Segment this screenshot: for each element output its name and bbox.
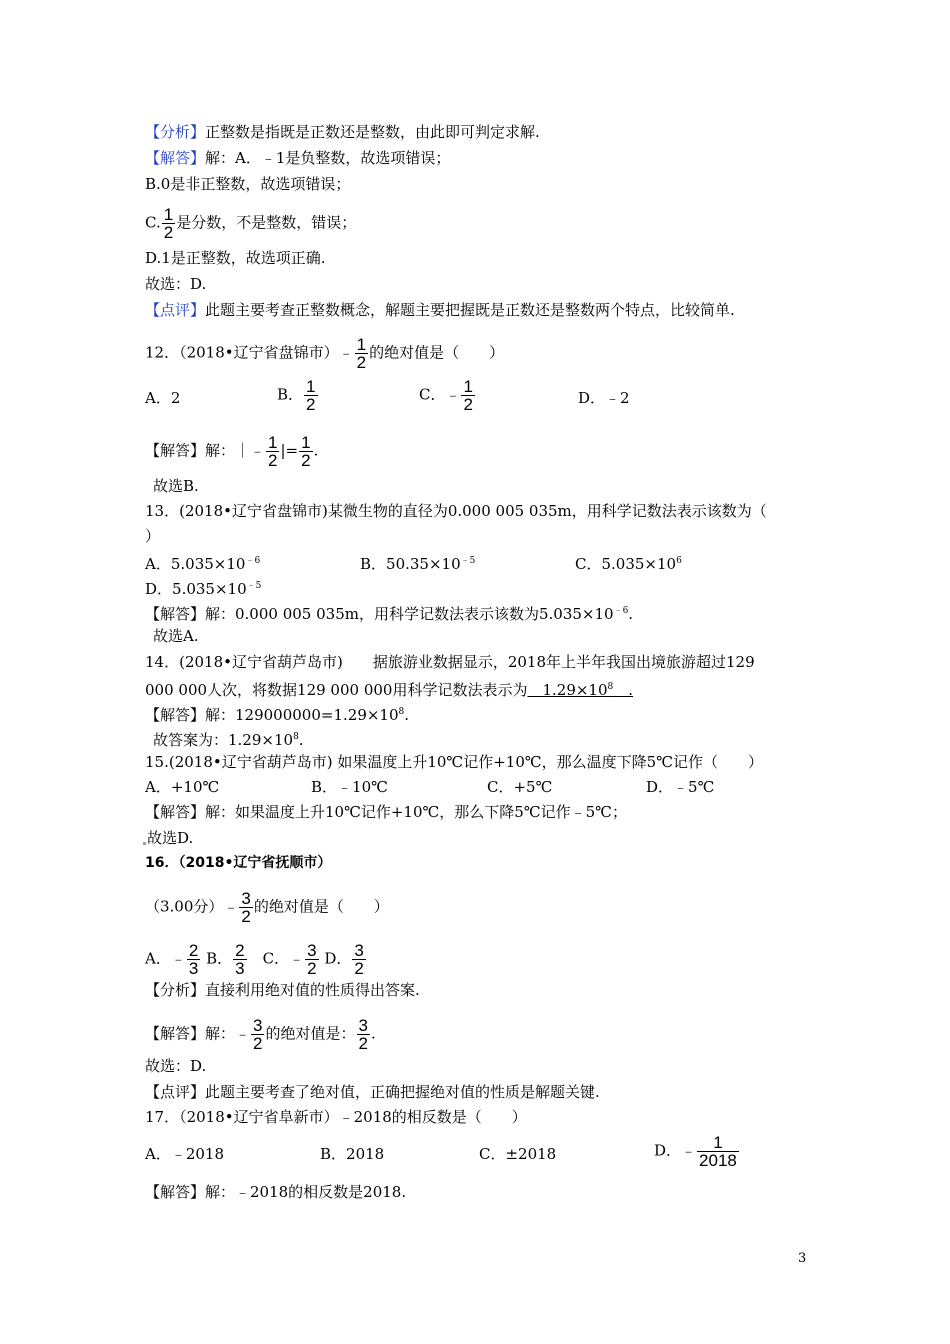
exponent: 8 bbox=[607, 682, 614, 692]
option-label: C．﹣ bbox=[262, 949, 305, 968]
fraction bbox=[187, 942, 200, 977]
analysis-line bbox=[145, 122, 540, 142]
fraction-numerator: 3 bbox=[253, 1016, 263, 1035]
question-16 bbox=[145, 890, 389, 925]
answer-text: . bbox=[404, 706, 410, 724]
answer-c-text: 是分数，不是整数，错误； bbox=[176, 213, 357, 232]
answer-text: 【解答】解：0.000 005 035m，用科学记数法表示该数为5.035×10 bbox=[145, 605, 614, 623]
fraction-numerator: 3 bbox=[307, 941, 317, 960]
answer-13 bbox=[145, 601, 633, 624]
fraction-numerator: 2 bbox=[235, 941, 245, 960]
question-12 bbox=[145, 336, 504, 371]
question-17: 17．（2018•辽宁省阜新市）﹣2018的相反数是（ ） bbox=[145, 1108, 527, 1126]
q13-option-b bbox=[360, 551, 475, 574]
answer-text: . bbox=[370, 1024, 376, 1043]
q15-option-d: D．﹣5℃ bbox=[646, 778, 715, 796]
question-16-heading: 16．（2018•辽宁省抚顺市） bbox=[145, 855, 332, 871]
answer-text: . bbox=[313, 441, 319, 460]
answer-14 bbox=[145, 702, 409, 725]
review-tag: 【点评】 bbox=[145, 301, 206, 319]
review-text: 此题主要考查正整数概念，解题主要把握既是正数还是整数两个特点，比较简单. bbox=[205, 301, 735, 319]
fraction-numerator: 1 bbox=[301, 433, 311, 452]
option-label: D．﹣ bbox=[654, 1141, 697, 1160]
fraction bbox=[233, 942, 246, 977]
fraction bbox=[357, 1017, 370, 1052]
question-14-line1: 14．(2018•辽宁省葫芦岛市) 据旅游业数据显示，2018年上半年我国出境旅游超过129 bbox=[145, 653, 755, 671]
q15-option-b: B．﹣10℃ bbox=[311, 778, 388, 796]
fraction-numerator: 3 bbox=[241, 889, 251, 908]
marker-dot bbox=[143, 842, 146, 845]
answer-c-line bbox=[145, 206, 356, 241]
q16-options bbox=[145, 942, 367, 977]
q13-option-c bbox=[575, 551, 682, 574]
fraction-denominator: 2 bbox=[253, 1034, 263, 1053]
fraction-denominator: 2 bbox=[268, 451, 278, 470]
exponent: 6 bbox=[676, 556, 682, 566]
fraction bbox=[239, 890, 252, 925]
fraction bbox=[461, 378, 474, 413]
option-label: A．﹣ bbox=[145, 949, 186, 968]
fraction-numerator: 1 bbox=[356, 335, 367, 354]
choice-line: 故选：D. bbox=[145, 275, 207, 293]
fraction-denominator: 2 bbox=[301, 451, 311, 470]
question-text: 的绝对值是（ ） bbox=[253, 897, 389, 916]
option-label: B． bbox=[277, 385, 304, 404]
analysis-tag: 【分析】 bbox=[145, 123, 206, 141]
answer-text: . bbox=[298, 731, 304, 749]
q17-option-a: A．﹣2018 bbox=[145, 1145, 225, 1163]
fraction-numerator: 1 bbox=[163, 205, 174, 224]
answer-text: 的绝对值是： bbox=[265, 1024, 356, 1043]
q12-option-c bbox=[419, 378, 476, 413]
exponent: ﹣6 bbox=[245, 556, 261, 566]
answer-c-label: C. bbox=[145, 213, 161, 232]
option-text: A．5.035×10 bbox=[145, 555, 246, 573]
review-16: 【点评】此题主要考查了绝对值，正确把握绝对值的性质是解题关键. bbox=[145, 1083, 600, 1101]
fraction bbox=[162, 206, 175, 241]
question-13-line2: ） bbox=[145, 527, 161, 545]
fraction-denominator: 2 bbox=[163, 223, 174, 242]
blank-text: . bbox=[613, 681, 634, 699]
answer-blank bbox=[527, 681, 633, 699]
answer-14-result bbox=[153, 727, 304, 750]
fraction-numerator: 2 bbox=[188, 941, 199, 960]
q13-option-a bbox=[145, 551, 260, 574]
analysis-16: 【分析】直接利用绝对值的性质得出答案. bbox=[145, 981, 420, 999]
question-14-line2 bbox=[145, 677, 633, 700]
answer-line bbox=[145, 148, 450, 168]
question-text: 000 000人次，将数据129 000 000用科学记数法表示为 bbox=[145, 681, 528, 699]
fraction-numerator: 1 bbox=[713, 1133, 723, 1152]
fraction-denominator: 3 bbox=[188, 959, 199, 978]
fraction-denominator: 2018 bbox=[699, 1151, 737, 1170]
fraction-denominator: 2 bbox=[307, 959, 317, 978]
page-number: 3 bbox=[798, 1251, 807, 1266]
option-label: D． bbox=[324, 949, 352, 968]
answer-17: 【解答】解：﹣2018的相反数是2018. bbox=[145, 1183, 407, 1201]
fraction-denominator: 2 bbox=[354, 959, 364, 978]
fraction-numerator: 3 bbox=[354, 941, 364, 960]
fraction-denominator: 2 bbox=[356, 353, 367, 372]
answer-b-line: B.0是非正整数，故选项错误； bbox=[145, 175, 351, 193]
answer-16 bbox=[145, 1017, 376, 1052]
fraction bbox=[266, 434, 279, 469]
q13-option-d bbox=[145, 576, 261, 599]
answer-text: 【解答】解：129000000=1.29×10 bbox=[145, 706, 399, 724]
option-label: B． bbox=[206, 949, 233, 968]
answer-text: 【解答】解：｜﹣ bbox=[145, 441, 266, 460]
q12-option-d: D．﹣2 bbox=[578, 389, 630, 407]
fraction bbox=[352, 942, 365, 977]
answer-15: 【解答】解：如果温度上升10℃记作+10℃，那么下降5℃记作﹣5℃； bbox=[145, 803, 627, 821]
fraction-denominator: 3 bbox=[235, 959, 245, 978]
exponent: ﹣5 bbox=[246, 581, 262, 591]
exponent: ﹣6 bbox=[613, 606, 629, 616]
answer-text: 解：A．﹣1是负整数，故选项错误； bbox=[205, 149, 451, 167]
q15-option-c: C．+5℃ bbox=[487, 778, 553, 796]
question-13-line1: 13．(2018•辽宁省盘锦市)某微生物的直径为0.000 005 035m，用科学记数法表示该数为（ bbox=[145, 502, 767, 520]
answer-text: 【解答】解：﹣ bbox=[145, 1024, 251, 1043]
fraction-denominator: 2 bbox=[463, 395, 473, 414]
fraction-denominator: 2 bbox=[358, 1034, 368, 1053]
choice-line: 故选：D. bbox=[145, 1057, 207, 1075]
fraction-numerator: 1 bbox=[463, 377, 473, 396]
blank-text: 1.29×10 bbox=[527, 681, 608, 699]
exponent: ﹣5 bbox=[460, 556, 476, 566]
fraction bbox=[697, 1134, 739, 1169]
answer-12 bbox=[145, 434, 318, 469]
fraction-denominator: 2 bbox=[306, 395, 316, 414]
fraction-numerator: 1 bbox=[268, 433, 278, 452]
option-text: B．50.35×10 bbox=[360, 555, 461, 573]
question-text: （3.00分）﹣ bbox=[145, 897, 239, 916]
answer-text: |= bbox=[280, 441, 299, 460]
answer-d-line: D.1是正整数，故选项正确. bbox=[145, 249, 326, 267]
answer-text: . bbox=[628, 605, 634, 623]
option-text: D．5.035×10 bbox=[145, 580, 247, 598]
exponent: 8 bbox=[293, 732, 299, 742]
choice-line: 故选A. bbox=[153, 627, 199, 645]
q17-option-d bbox=[654, 1134, 740, 1169]
q15-option-a: A．+10℃ bbox=[145, 778, 220, 796]
fraction-numerator: 3 bbox=[358, 1016, 368, 1035]
option-text: C．5.035×10 bbox=[575, 555, 677, 573]
question-text: 12．（2018•辽宁省盘锦市）﹣ bbox=[145, 343, 354, 362]
q17-option-b: B．2018 bbox=[320, 1145, 385, 1163]
answer-text: 故答案为：1.29×10 bbox=[153, 731, 294, 749]
fraction-numerator: 1 bbox=[306, 377, 316, 396]
fraction bbox=[299, 434, 312, 469]
q17-option-c: C．±2018 bbox=[479, 1145, 557, 1163]
fraction bbox=[305, 942, 318, 977]
choice-line: 故选D. bbox=[147, 829, 194, 847]
fraction bbox=[304, 378, 317, 413]
question-text: 的绝对值是（ ） bbox=[369, 343, 505, 362]
choice-line: 故选B. bbox=[153, 477, 199, 495]
review-line bbox=[145, 300, 735, 320]
analysis-text: 正整数是指既是正数还是整数，由此即可判定求解. bbox=[205, 123, 540, 141]
q12-option-b bbox=[277, 378, 319, 413]
q12-option-a: A．2 bbox=[145, 389, 181, 407]
question-15: 15.(2018•辽宁省葫芦岛市) 如果温度上升10℃记作+10℃，那么温度下降5℃记作（ ） bbox=[145, 753, 763, 771]
answer-tag: 【解答】 bbox=[145, 149, 206, 167]
fraction bbox=[251, 1017, 264, 1052]
fraction-denominator: 2 bbox=[241, 907, 251, 926]
fraction bbox=[355, 336, 368, 371]
exponent: 8 bbox=[398, 707, 405, 717]
option-label: C．﹣ bbox=[419, 385, 461, 404]
